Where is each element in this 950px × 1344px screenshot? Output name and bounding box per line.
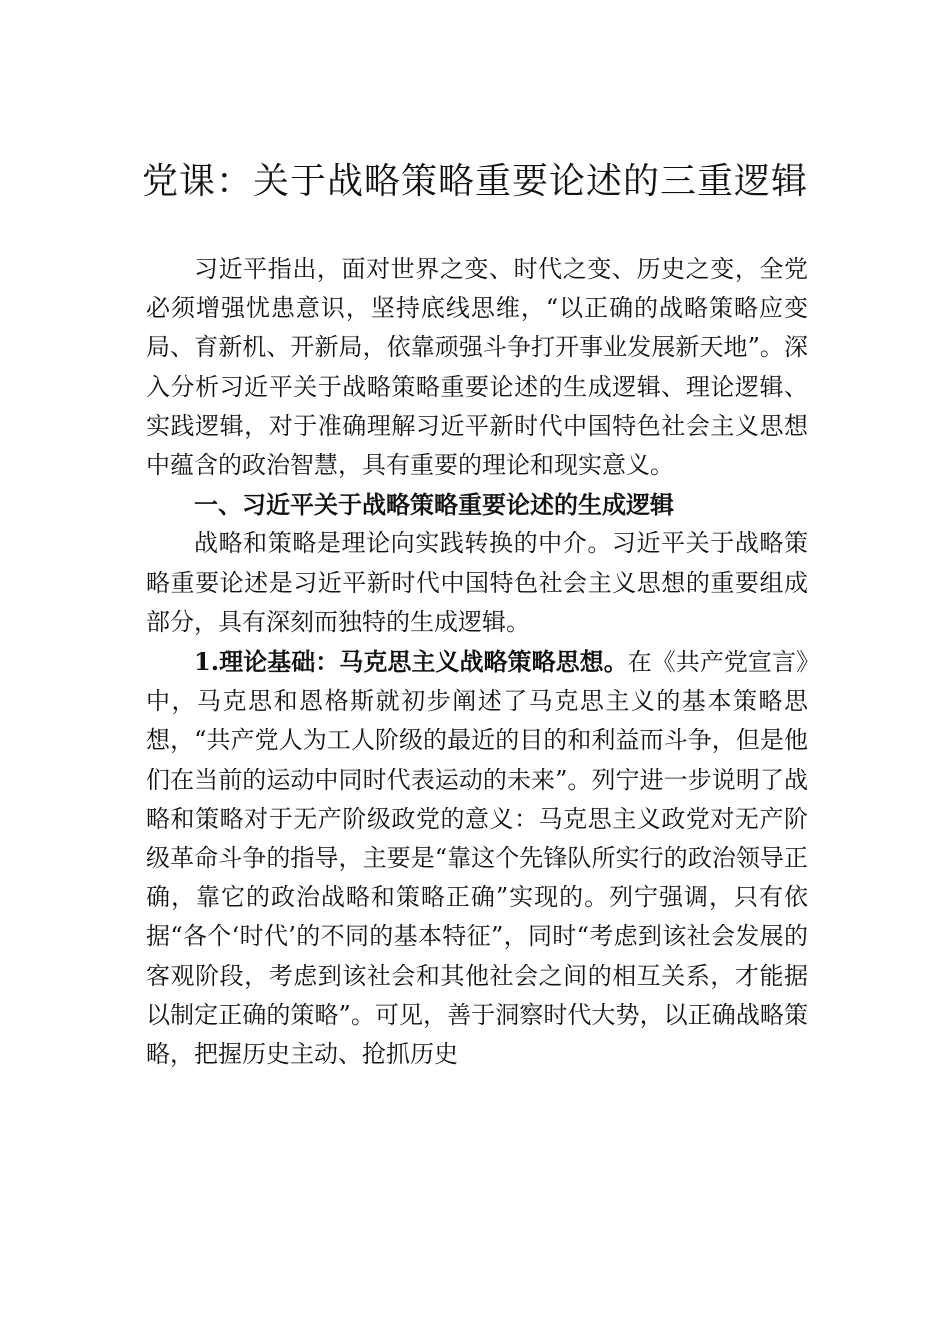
- point-text: 在《共产党宣言》中，马克思和恩格斯就初步阐述了马克思主义的基本策略思想，“共产党人为工人阶级的最近的目的和利益而斗争，但是他们在当前的运动中同时代表运动的未来”。列宁进一步说明了战略和策略对于无产阶级政党的意义：马克思主义政党对无产阶级革命斗争的指导，主要是“靠这个先锋队所实行的政治领导正确，靠它的政治战略和策略正确”实现的。列宁强调，只有依据“各个‘时代’的不同的基本特征”，同时“考虑到该社会发展的客观阶段，考虑到该社会和其他社会之间的相互关系，才能据以制定正确的策略”。可见，善于洞察时代大势，以正确战略策略，把握历史主动、抢抓历史: [146, 648, 808, 1069]
- point-label: 1.理论基础：马克思主义战略策略思想。: [194, 647, 628, 677]
- section-paragraph: 战略和策略是理论向实践转换的中介。习近平关于战略策略重要论述是习近平新时代中国特色社会主义思想的重要组成部分，具有深刻而独特的生成逻辑。: [146, 529, 808, 636]
- section-heading: 一、习近平关于战略策略重要论述的生成逻辑: [194, 490, 674, 520]
- document-body: [146, 250, 808, 1074]
- point-paragraph: [146, 642, 808, 1074]
- document-title: 党课：关于战略策略重要论述的三重逻辑: [141, 161, 808, 202]
- intro-paragraph: 习近平指出，面对世界之变、时代之变、历史之变，全党必须增强忧患意识，坚持底线思维，“以正确的战略策略应变局、育新机、开新局，依靠顽强斗争打开事业发展新天地”。深入分析习近平关于战略策略重要论述的生成逻辑、理论逻辑、实践逻辑，对于准确理解习近平新时代中国特色社会主义思想中蕴含的政治智慧，具有重要的理论和现实意义。: [146, 255, 808, 480]
